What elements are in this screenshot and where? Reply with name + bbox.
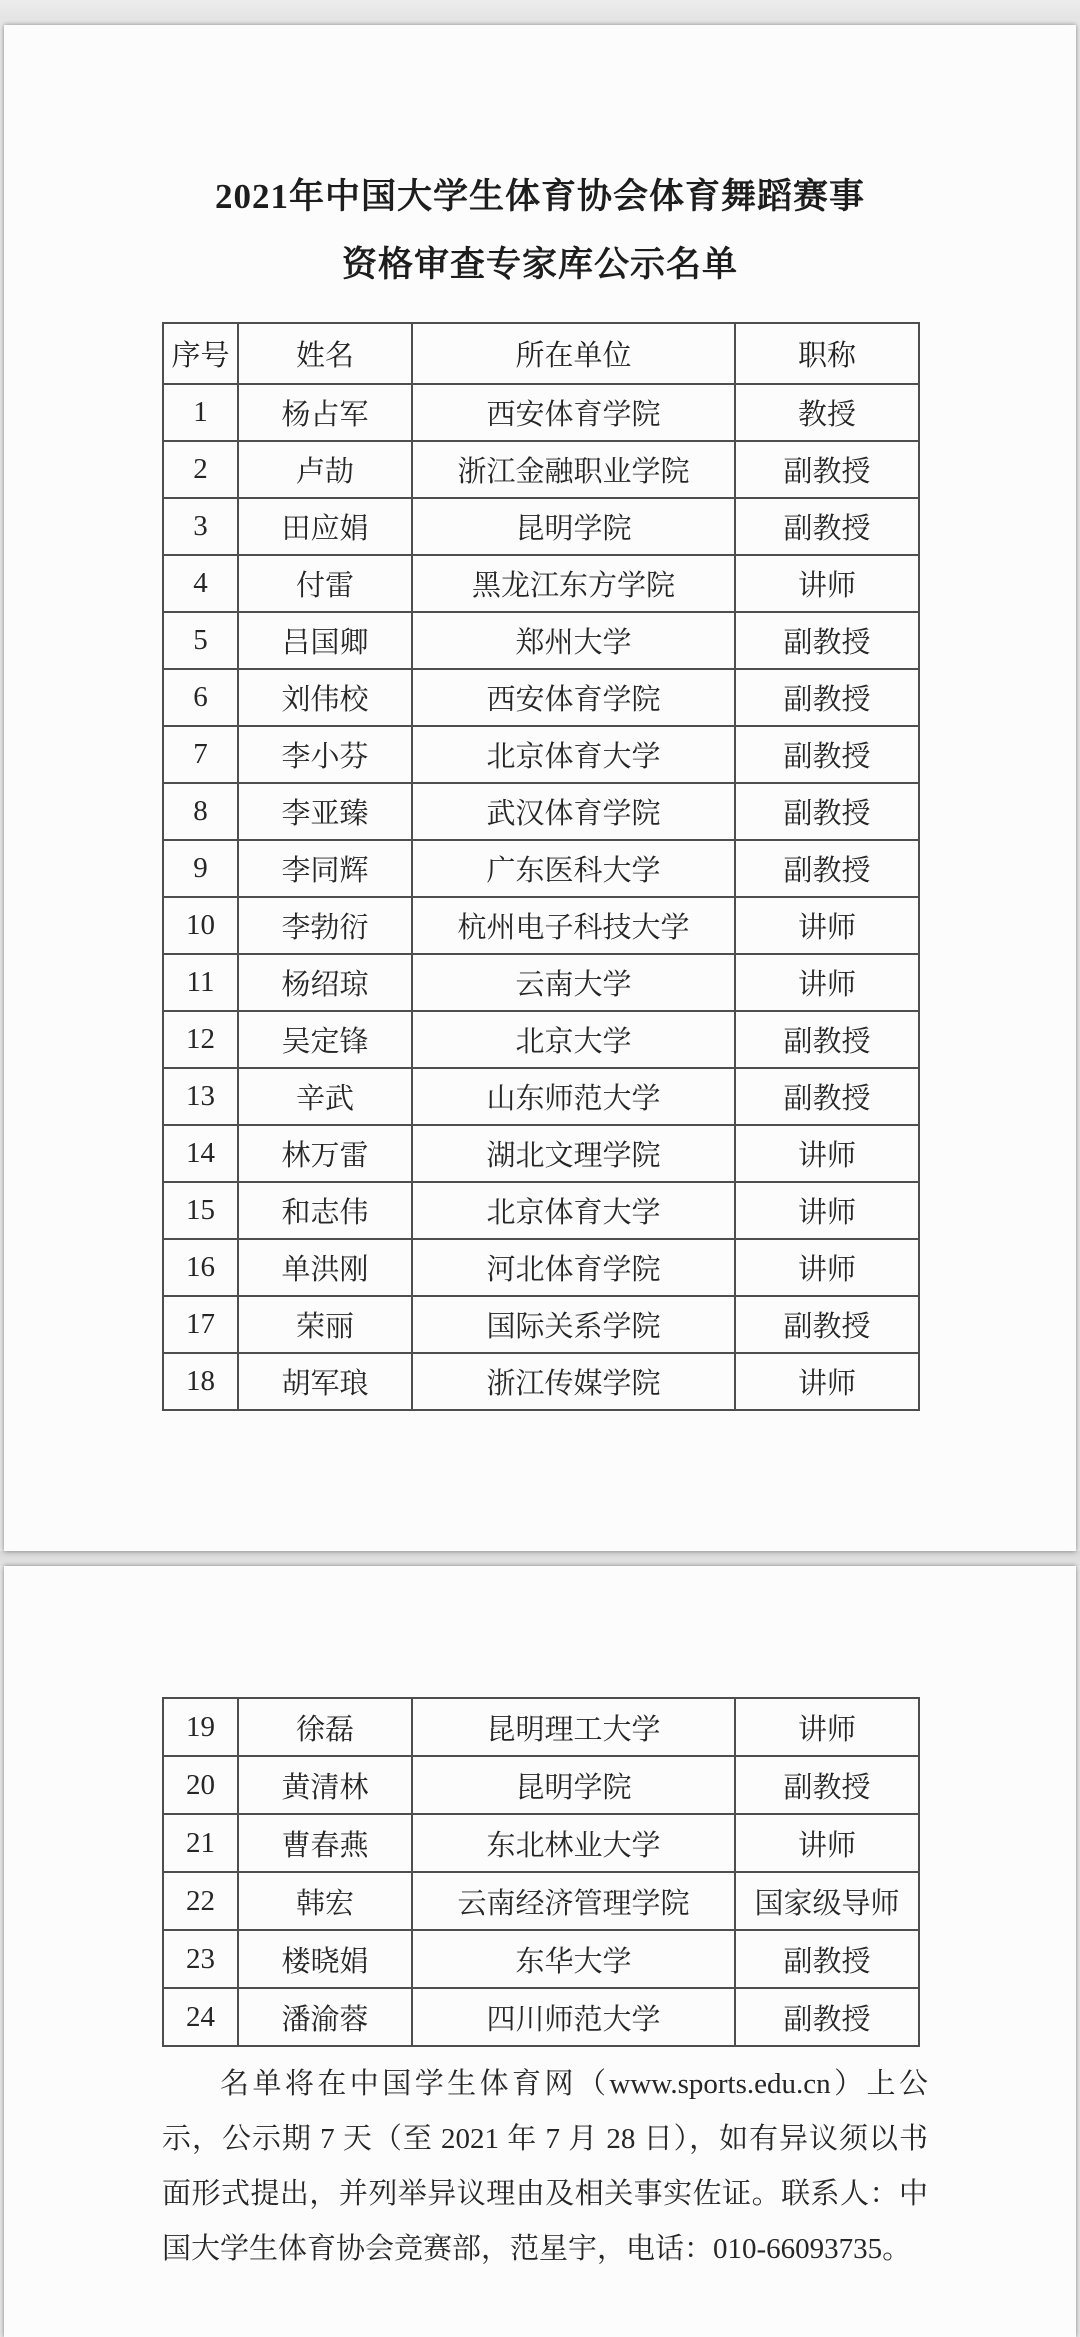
table-row — [163, 1011, 919, 1068]
cell-organization: 东北林业大学 — [412, 1814, 735, 1872]
table-row — [163, 1296, 919, 1353]
cell-title: 副教授 — [735, 1011, 919, 1068]
cell-name: 李小芬 — [238, 726, 412, 783]
document-title-line-1: 2021年中国大学生体育协会体育舞蹈赛事 — [214, 177, 865, 216]
table-row — [163, 1353, 919, 1410]
cell-organization: 国际关系学院 — [412, 1296, 735, 1353]
cell-title: 副教授 — [735, 1930, 919, 1988]
cell-organization: 山东师范大学 — [412, 1068, 735, 1125]
table-row — [163, 555, 919, 612]
table-row — [163, 669, 919, 726]
table-row — [163, 441, 919, 498]
table-row — [163, 726, 919, 783]
table-row — [163, 1930, 919, 1988]
table-row — [163, 1872, 919, 1930]
document-title — [4, 163, 1076, 299]
cell-index: 6 — [163, 669, 238, 726]
cell-organization: 云南经济管理学院 — [412, 1872, 735, 1930]
table-row — [163, 1814, 919, 1872]
cell-title: 讲师 — [735, 1698, 919, 1756]
cell-name: 吕国卿 — [238, 612, 412, 669]
cell-title: 教授 — [735, 384, 919, 441]
cell-index: 22 — [163, 1872, 238, 1930]
column-header-index: 序号 — [163, 323, 238, 384]
cell-index: 15 — [163, 1182, 238, 1239]
cell-title: 副教授 — [735, 441, 919, 498]
column-header-organization: 所在单位 — [412, 323, 735, 384]
table-row — [163, 1182, 919, 1239]
cell-title: 副教授 — [735, 612, 919, 669]
table-row — [163, 1068, 919, 1125]
cell-name: 林万雷 — [238, 1125, 412, 1182]
cell-index: 8 — [163, 783, 238, 840]
cell-organization: 北京体育大学 — [412, 726, 735, 783]
cell-name: 黄清林 — [238, 1756, 412, 1814]
cell-index: 11 — [163, 954, 238, 1011]
cell-title: 讲师 — [735, 1814, 919, 1872]
cell-name: 胡军琅 — [238, 1353, 412, 1410]
cell-name: 杨占军 — [238, 384, 412, 441]
cell-title: 国家级导师 — [735, 1872, 919, 1930]
column-header-name: 姓名 — [238, 323, 412, 384]
cell-index: 1 — [163, 384, 238, 441]
cell-organization: 昆明理工大学 — [412, 1698, 735, 1756]
cell-index: 2 — [163, 441, 238, 498]
cell-index: 24 — [163, 1988, 238, 2046]
cell-name: 单洪刚 — [238, 1239, 412, 1296]
table-row — [163, 897, 919, 954]
cell-title: 副教授 — [735, 783, 919, 840]
table-row — [163, 498, 919, 555]
table-row — [163, 612, 919, 669]
cell-organization: 浙江金融职业学院 — [412, 441, 735, 498]
cell-organization: 昆明学院 — [412, 1756, 735, 1814]
cell-name: 田应娟 — [238, 498, 412, 555]
cell-name: 楼晓娟 — [238, 1930, 412, 1988]
cell-title: 副教授 — [735, 669, 919, 726]
cell-name: 吴定锋 — [238, 1011, 412, 1068]
table-row — [163, 1125, 919, 1182]
cell-index: 7 — [163, 726, 238, 783]
cell-index: 19 — [163, 1698, 238, 1756]
cell-name: 曹春燕 — [238, 1814, 412, 1872]
cell-name: 付雷 — [238, 555, 412, 612]
cell-index: 17 — [163, 1296, 238, 1353]
cell-organization: 云南大学 — [412, 954, 735, 1011]
cell-index: 16 — [163, 1239, 238, 1296]
cell-title: 讲师 — [735, 1182, 919, 1239]
cell-name: 韩宏 — [238, 1872, 412, 1930]
table-row — [163, 1988, 919, 2046]
cell-organization: 郑州大学 — [412, 612, 735, 669]
cell-title: 副教授 — [735, 726, 919, 783]
cell-organization: 湖北文理学院 — [412, 1125, 735, 1182]
table-row — [163, 840, 919, 897]
cell-organization: 北京体育大学 — [412, 1182, 735, 1239]
cell-index: 20 — [163, 1756, 238, 1814]
table-row — [163, 1698, 919, 1756]
cell-name: 李勃衍 — [238, 897, 412, 954]
cell-index: 18 — [163, 1353, 238, 1410]
table-header-row — [163, 323, 919, 384]
cell-title: 讲师 — [735, 555, 919, 612]
cell-name: 荣丽 — [238, 1296, 412, 1353]
announcement-footer-note: 名单将在中国学生体育网（www.sports.edu.cn）上公示，公示期 7 天（至 2021 年 7 月 28 日），如有异议须以书面形式提出，并列举异议理由及相关事实佐证。联系人：中国大学生体育协会竞赛部，范星宇，电话：010-66093735。 — [162, 2068, 928, 2265]
cell-index: 4 — [163, 555, 238, 612]
cell-title: 副教授 — [735, 1296, 919, 1353]
cell-title: 讲师 — [735, 954, 919, 1011]
table-row — [163, 384, 919, 441]
cell-title: 副教授 — [735, 1988, 919, 2046]
cell-organization: 昆明学院 — [412, 498, 735, 555]
cell-name: 和志伟 — [238, 1182, 412, 1239]
cell-index: 3 — [163, 498, 238, 555]
cell-title: 副教授 — [735, 1756, 919, 1814]
cell-organization: 杭州电子科技大学 — [412, 897, 735, 954]
cell-name: 徐磊 — [238, 1698, 412, 1756]
cell-title: 讲师 — [735, 1353, 919, 1410]
cell-organization: 四川师范大学 — [412, 1988, 735, 2046]
document-page-1 — [4, 25, 1076, 1551]
table-row — [163, 954, 919, 1011]
cell-index: 21 — [163, 1814, 238, 1872]
cell-index: 23 — [163, 1930, 238, 1988]
cell-name: 刘伟校 — [238, 669, 412, 726]
cell-title: 讲师 — [735, 1239, 919, 1296]
cell-organization: 东华大学 — [412, 1930, 735, 1988]
cell-name: 李亚臻 — [238, 783, 412, 840]
cell-organization: 西安体育学院 — [412, 669, 735, 726]
table-row — [163, 1756, 919, 1814]
cell-title: 副教授 — [735, 840, 919, 897]
cell-index: 12 — [163, 1011, 238, 1068]
cell-index: 13 — [163, 1068, 238, 1125]
page-separator — [0, 1551, 1080, 1566]
document-title-line-2: 资格审查专家库公示名单 — [341, 245, 738, 284]
cell-name: 潘渝蓉 — [238, 1988, 412, 2046]
cell-organization: 北京大学 — [412, 1011, 735, 1068]
cell-index: 9 — [163, 840, 238, 897]
experts-table-page-1 — [162, 322, 920, 1411]
column-header-title: 职称 — [735, 323, 919, 384]
cell-organization: 黑龙江东方学院 — [412, 555, 735, 612]
cell-title: 副教授 — [735, 1068, 919, 1125]
table-row — [163, 783, 919, 840]
cell-organization: 武汉体育学院 — [412, 783, 735, 840]
cell-index: 10 — [163, 897, 238, 954]
cell-index: 14 — [163, 1125, 238, 1182]
table-row — [163, 1239, 919, 1296]
document-page-2 — [4, 1566, 1076, 2337]
cell-name: 辛武 — [238, 1068, 412, 1125]
cell-title: 讲师 — [735, 897, 919, 954]
cell-index: 5 — [163, 612, 238, 669]
experts-table-page-2 — [162, 1697, 920, 2047]
cell-organization: 浙江传媒学院 — [412, 1353, 735, 1410]
cell-name: 卢劼 — [238, 441, 412, 498]
cell-name: 李同辉 — [238, 840, 412, 897]
cell-name: 杨绍琼 — [238, 954, 412, 1011]
cell-organization: 河北体育学院 — [412, 1239, 735, 1296]
cell-organization: 广东医科大学 — [412, 840, 735, 897]
cell-organization: 西安体育学院 — [412, 384, 735, 441]
cell-title: 讲师 — [735, 1125, 919, 1182]
cell-title: 副教授 — [735, 498, 919, 555]
